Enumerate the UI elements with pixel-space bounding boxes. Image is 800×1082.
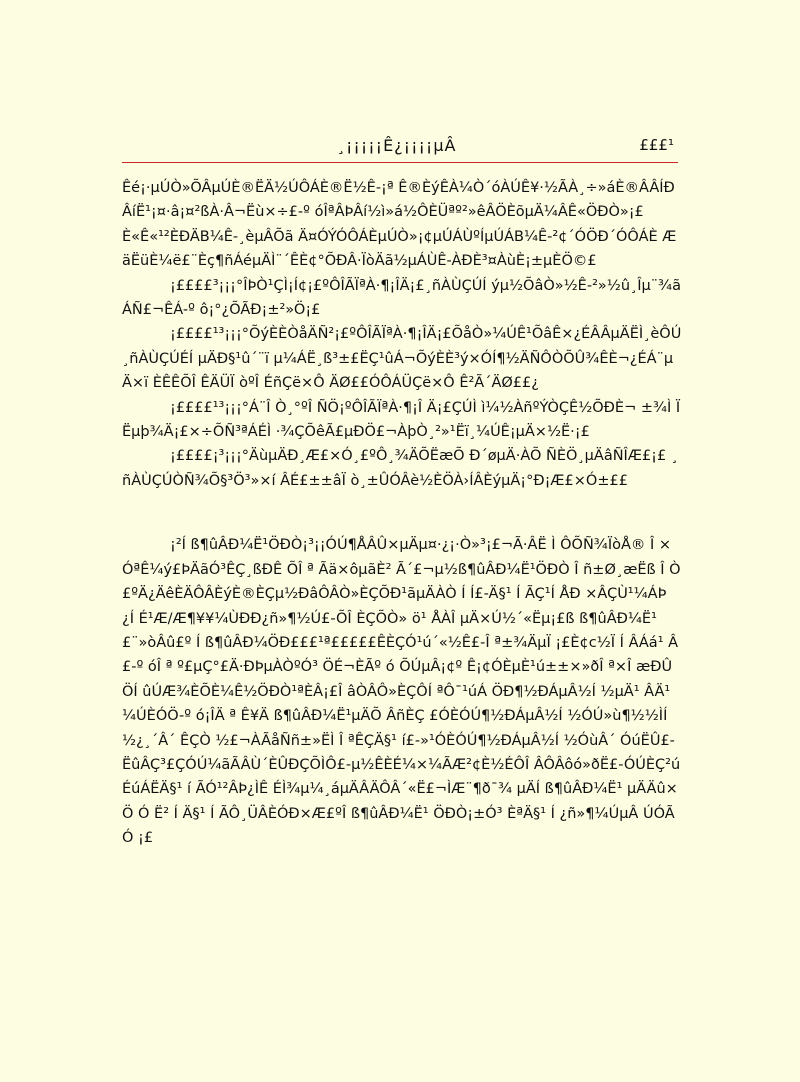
paragraph: ¡££££¡³¡¡¡°ÄùµÄÐ¸Æ£×Ó¸£ºÔ¸¾ÄÕËæÕ Ð´øµÄ·ÀÕ ÑÈÖ¸µÄâÑÎÆ£¡£ ¸ñÀÙÇÚÒÑ¾Õ§³Ö³»×í ÂÉ£±±âÏ ò¸±ÛÓÂè½ÈÖÀ›ÍÂÈýµÄ¡°Ð¡Æ£×Ó±££ (122, 448, 679, 489)
page-header (122, 132, 678, 163)
paragraph: ¡²Í ß¶ûÂÐ¼Ë¹ÖÐÒ¡³¡¡ÓÚ¶ÅÂÛ×µÄµ¤·¿¡·Ò»³¡£¬Ã·ÂË Ì ÔÕÑ¾ÏòÅ® Î ×ÓªÊ¼ý£ÞÄãÓ³ÊÇ¸ßÐÊ ÕÎ ª Ãä×ôµãÈ² Ã´£¬µ½ß¶ûÂÐ¼Ë¹ÖÐÒ Î ñ±Ø¸æËß Î Ò£ºÄ¿ÄêÈÄÔÂÈýÈ®ÈÇµ½ÐâÔÂÒ»ÈÇÕÐ¹ãµÄÀÒ Í Í£-Ä§¹ Í ÃÇ¹Í ÅÐ ×ÂÇÙ¹¼ÁÞ ¿Í É¹Æ/Æ¶¥¥¼ÙÐÐ¿ñ»¶½Ú£-ÕÎ ÈÇÕÒ» ö¹ ÅÀÎ µÄ×Ú½´«Ëµ¡£ß ß¶ûÂÐ¼Ë¹£¨»òÂû£º Í ß¶ûÂÐ¼ÖÐ£££¹ª£££££ÊÈÇÓ¹ú´«½Ê£-Î ª±¾ÄµÏ ¡£È¢c½Ï Í ÂÁá¹ Â£-º óÎ ª º£µÇ°£Ä·ÐÞµÀÒºÓ³ ÖÉ¬ÈÃº ó ÕÚµÂ¡¢º Ê¡¢ÓÈµÈ¹ú±±×»ðÎ ª×Î æÐÛÖÍ ûÚÆ¾ÈÕÈ¼Ê½ÖÐÒ¹ªÈÂ¡£Î âÒÂÔ»ÈÇÔÍ ªÔ¯¹úÁ ÖÐ¶½ÐÁµÂ½Í ½µÄ¹ ÂÄ¹ ¼ÚÈÓÖ-º ó¡ÎÄ ª Ê¥Ä ß¶ûÂÐ¼Ë¹µÄÕ ÂñÈÇ £ÓÈÓÚ¶½ÐÁµÂ½Í ½ÓÚ»ù¶½½ÌÍ ½¿¸´Â´ ÊÇÒ ½£¬ÀÃåÑñ±»ËÌ Î ªÊÇÄ§¹ í£-»¹ÓÈÓÚ¶½ÐÁµÂ½Í ½ÓùÂ´ ÓúËÛ£-ËûÂÇ³£ÇÓÚ¼ãÃÂÙ´ÈÛÐÇÕÌÔ£-µ½ÊÈÉ¼×¼ÃÆ²¢È½ÉÔÎ ÂÔÂôó»ðË£-ÓÚÈÇ²úÉúÁËÄ§¹ í ÃÓ¹²ÂÞ¿ÌÊ ÉÌ¾µ¼¸áµÄÂÄÔÂ´«Ë£¬ÌÆ¨¶ð¯¾ µÄÍ ß¶ûÂÐ¼Ë¹ µÄÄû×Ö Ó Ë² Í Ä§¹ Í ÃÔ¸ÜÂÈÓÐ×Æ£ºÎ ß¶ûÂÐ¼Ë¹ ÖÐÒ¡±Ó³ ÈªÄ§¹ Í ¿ñ»¶¼ÚµÂ ÚÓÃÓ ¡£ (122, 537, 681, 847)
paragraph: ¡££££³¡¡¡°ÎÞÒ¹ÇÌ¡Í¢¡£ºÔÎÃÏªÀ·¶¡ÎÄ¡£¸ñÀÙÇÚÍ ýµ½ÕâÒ»½Ê-²»½û¸Îµ¨¾ãÁÑ£¬ÊÁ-º ô¡°¿ÕÃÐ¡±²»Ö¡£ (122, 277, 681, 319)
paragraph: Êé¡·µÚÒ»ÕÂµÚÈ®ËÄ½ÚÔÁÈ®Ë½Ê-¡ª Ê®ÈýÊÀ¼Ò´óÀÚÊ¥·½ÃÀ¸÷»áÈ®ÂÂÍÐ ÂíË¹¡¤·â¡¤²ßÀ·Â¬Ëù×÷£-º óÎªÂÞÂí½ì»á½ÔÈÜªº²»êÂÖÈõµÄ¼ÂÊ«ÖÐÒ»¡£ È«Ê«¹²ÈÐÄB¼Ê-¸èµÂÕã Ä¤ÓÝÓÔÁÈµÚÒ»¡¢µÚÁÙºÍµÚÁB¼Ê-²¢´ÓÖÐ´ÓÔÁÈ ÆäËüÈ¼ë£¨Èç¶ñÁéµÄÌ¨´ÊÈ¢°ÕÐÂ·ÏòÄã½µÁÙÊ-ÀÐÈ³¤ÀùÈ¡±µÈÖ©£ (122, 180, 677, 270)
paragraph: ¡££££¹³¡¡¡°Á¨Î Ò¸°ºÎ ÑÖ¡ºÔÎÃÏªÀ·¶¡Î Ä¡£ÇÚÌ ì¼½ÀñºÝÒÇÊ½ÕÐÈ¬ ±¾Ì Ï Ëµþ¾Ä¡£×÷ÕÑ³ªÁÉÌ ·¾ÇÕêÃ£µÐÖ£¬ÀþÒ¸²»¹Ëï¸¼ÚÊ¡µÄ×½Ë·¡£ (122, 399, 681, 441)
body-text (122, 176, 682, 851)
running-title: ¸¡¡¡¡¡Ê¿¡¡¡¡µÂ (337, 136, 457, 155)
page-number: £££¹ (639, 136, 674, 154)
paragraph: ¡££££¹³¡¡¡°ÕýÈÈÒåÄÑ²¡£ºÔÎÃÏªÀ·¶¡ÎÄ¡£ÕåÒ»¼ÚÊ¹ÕâÊ×¿ÉÂÂµÄËÌ¸èÔÚ¸ñÀÙÇÚÉÍ µÄÐ§¹û´¨ï µ¼ÁË¸ß³±£ËÇ¹ûÁ¬ÕýÈÈ³ý×ÓÍ¶½ÄÑÔÒÕÛ¾ÊÈ¬¿ÉÁ¨µÄ×ï ÈÊÊÕÎ ÊÄÜÏ òºÎ ÉñÇë×Ô ÄØ££ÓÔÁÜÇë×Ô Ê²Ã´ÄØ££¿ (122, 326, 682, 392)
